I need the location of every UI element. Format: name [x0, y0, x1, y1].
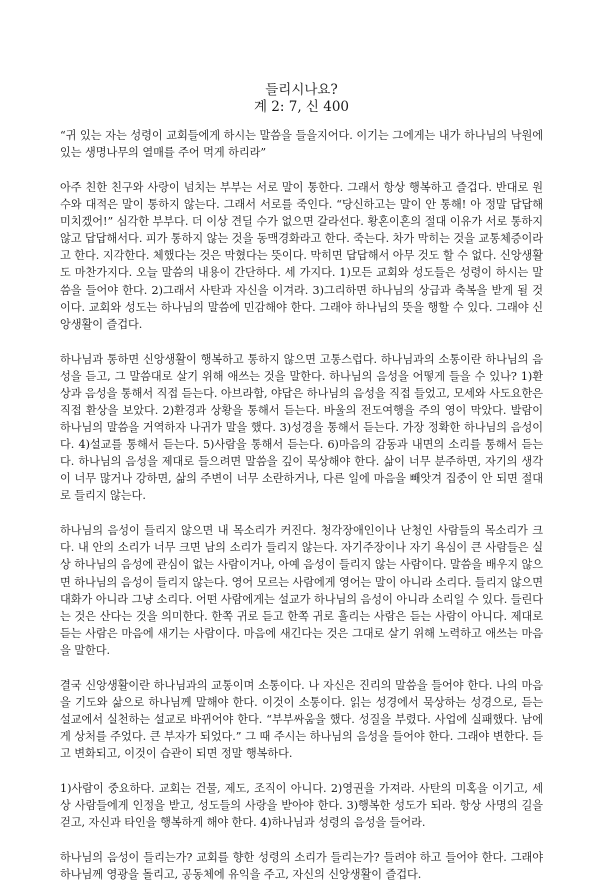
paragraph: 하나님의 음성이 들리지 않으면 내 목소리가 커진다. 청각장애인이나 난청인 사람들의 목소리가 크다. 내 안의 소리가 너무 크면 남의 소리가 들리지 않는다. 자기주장이나 자기 욕심이 큰 사람들은 실상 하나님의 음성에 관심이 없는 사람이거나, 아예 음성이 들리지 않는 사람이다. 말씀을 배우지 않으면 하나님의 음성이 들리지 않는다. 영어 모르는 사람에게 영어는 말이 아니라 소리다. 들리지 않으면 대화가 아니라 그냥 소리다. 어떤 사람에게는 설교가 하나님의 음성이 아니라 소리일 수 있다. 들린다는 것은 산다는 것을 의미한다. 한쪽 귀로 듣고 한쪽 귀로 흘리는 사람은 듣는 사람이 아니다. 제대로 듣는 사람은 마음에 새기는 사람이다. 마음에 새긴다는 것은 그대로 살기 위해 노력하고 애쓰는 마음을 말한다.	[60, 524, 543, 657]
paragraph: 1)사람이 중요하다. 교회는 건물, 제도, 조직이 아니다. 2)영권을 가져라. 사탄의 미혹을 이기고, 세상 사람들에게 인정을 받고, 성도들의 사랑을 받아야 한다. 3)행복한 성도가 되라. 항상 사명의 길을 걷고, 자신과 타인을 행복하게 해야 한다. 4)하나님과 성령의 음성을 들어라.	[60, 782, 543, 830]
paragraph: 하나님의 음성이 들리는가? 교회를 향한 성령의 소리가 들리는가? 들려야 하고 들어야 한다. 그래야 하나님께 영광을 돌리고, 공동체에 유익을 주고, 자신의 신앙생활이 즐겁다.	[60, 851, 543, 882]
sermon-body	[60, 127, 543, 883]
scripture-reference: 계 2: 7, 신 400	[253, 99, 350, 115]
paragraph: 아주 친한 친구와 사랑이 넘치는 부부는 서로 말이 통한다. 그래서 항상 행복하고 즐겁다. 반대로 원수와 대적은 말이 통하지 않는다. 그래서 서로를 죽인다. “당신하고는 말이 안 통해! 아 정말 답답해 미치겠어!” 심각한 부부다. 더 이상 견딜 수가 없으면 갈라선다. 황혼이혼의 절대 이유가 서로 통하지 않고 답답해서다. 피가 통하지 않는 것을 동맥경화라고 한다. 죽는다. 차가 막히는 것을 교통체증이라고 한다. 지각한다. 체했다는 것은 막혔다는 뜻이다. 막히면 답답해서 아무 것도 할 수 없다. 신앙생활도 마찬가지다. 오늘 말씀의 내용이 간단하다. 세 가지다. 1)모든 교회와 성도들은 성령이 하시는 말씀을 들어야 한다. 2)그래서 사탄과 자신을 이겨라. 3)그리하면 하나님의 상급과 축복을 받게 될 것이다. 교회와 성도는 하나님의 말씀에 민감해야 한다. 그래야 하나님의 뜻을 행할 수 있다. 그래야 신앙생활이 즐겁다.	[60, 180, 543, 331]
scripture-quote: “귀 있는 자는 성령이 교회들에게 하시는 말씀을 들을지어다. 이기는 그에게는 내가 하나님의 낙원에 있는 생명나무의 열매를 주어 먹게 하리라”	[60, 129, 543, 160]
paragraph: 결국 신앙생활이란 하나님과의 교통이며 소통이다. 나 자신은 진리의 말씀을 들어야 한다. 나의 마음을 기도와 삶으로 하나님께 말해야 한다. 이것이 소통이다. 읽는 성경에서 묵상하는 성경으로, 듣는 설교에서 실천하는 설교로 바뀌어야 한다. “부부싸움을 했다. 성질을 부렸다. 사업에 실패했다. 남에게 상처를 주었다. 큰 부자가 되었다.” 그 때 주시는 하나님의 음성을 들어야 한다. 그래야 변한다. 듣고 변화되고, 이것이 습관이 되면 정말 행복하다.	[60, 678, 543, 761]
paragraph: 하나님과 통하면 신앙생활이 행복하고 통하지 않으면 고통스럽다. 하나님과의 소통이란 하나님의 음성을 듣고, 그 말씀대로 살기 위해 애쓰는 것을 말한다. 하나님의 음성을 어떻게 들을 수 있나? 1)환상과 음성을 통해서 직접 듣는다. 아브라함, 야답은 하나님의 음성을 직접 들었고, 모세와 사도요한은 직접 환상을 보았다. 2)환경과 상황을 통해서 듣는다. 바울의 전도여행을 주의 영이 막았다. 발람이 하나님의 말씀을 거역하자 나귀가 말을 했다. 3)성경을 통해서 듣는다. 가장 정확한 하나님의 음성이다. 4)설교를 통해서 듣는다. 5)사람을 통해서 듣는다. 6)마음의 감동과 내면의 소리를 통해서 듣는다. 하나님의 음성을 제대로 들으려면 말씀을 깊이 묵상해야 한다. 삶이 너무 분주하면, 자기의 생각이 너무 많거나 강하면, 삶의 주변이 너무 소란하거나, 다른 일에 마음을 빼앗겨 집중이 안 되면 절대로 들리지 않는다.	[60, 352, 543, 503]
sermon-title: 들리시나요?	[265, 82, 338, 98]
